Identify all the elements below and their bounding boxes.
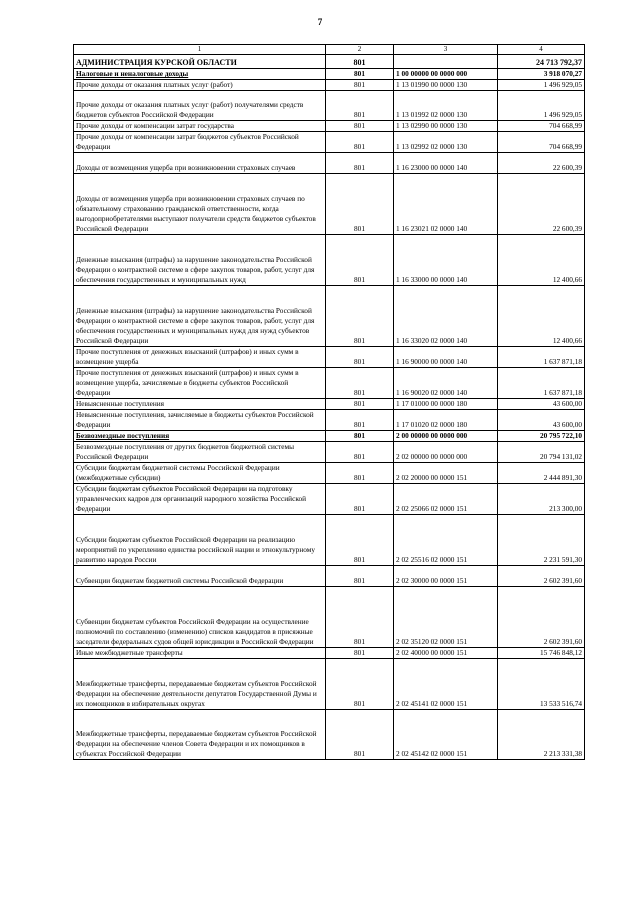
row-kbk: 1 16 23000 00 0000 140 — [394, 153, 498, 174]
row-kbk — [394, 55, 498, 69]
row-sum: 12 400,66 — [498, 235, 585, 286]
row-code: 801 — [326, 55, 394, 69]
table-row — [74, 174, 585, 235]
table-row — [74, 80, 585, 91]
row-name: Прочие доходы от оказания платных услуг (работ) получателями средств бюджетов субъектов Российской Федерации — [74, 91, 326, 121]
row-name: Денежные взыскания (штрафы) за нарушение законодательства Российской Федерации о контрактной системе в сфере закупок товаров, работ, услуг для обеспечения государственных и муниципальных нужд для нужд субъектов Российской Федерации — [74, 286, 326, 347]
row-kbk: 1 16 90000 00 0000 140 — [394, 347, 498, 368]
column-header-3: 3 — [394, 45, 498, 55]
row-code: 801 — [326, 484, 394, 515]
row-code: 801 — [326, 410, 394, 431]
row-name: Невыясненные поступления — [74, 399, 326, 410]
row-sum: 13 533 516,74 — [498, 659, 585, 710]
row-code: 801 — [326, 286, 394, 347]
row-code: 801 — [326, 69, 394, 80]
row-kbk: 2 02 25516 02 0000 151 — [394, 515, 498, 566]
revenue-table — [73, 44, 585, 760]
row-sum: 3 918 070,27 — [498, 69, 585, 80]
row-code: 801 — [326, 587, 394, 648]
row-code: 801 — [326, 368, 394, 399]
row-code: 801 — [326, 121, 394, 132]
row-kbk: 1 13 02992 02 0000 130 — [394, 132, 498, 153]
row-code: 801 — [326, 399, 394, 410]
row-code: 801 — [326, 235, 394, 286]
row-sum: 43 600,00 — [498, 399, 585, 410]
row-code: 801 — [326, 515, 394, 566]
row-kbk: 1 00 00000 00 0000 000 — [394, 69, 498, 80]
row-name: Субсидии бюджетам субъектов Российской Федерации на подготовку управленческих кадров для организаций народного хозяйства Российской Федерации — [74, 484, 326, 515]
row-kbk: 1 17 01000 00 0000 180 — [394, 399, 498, 410]
row-kbk: 2 02 45142 02 0000 151 — [394, 710, 498, 760]
row-kbk: 2 02 40000 00 0000 151 — [394, 648, 498, 659]
row-kbk: 2 02 20000 00 0000 151 — [394, 463, 498, 484]
row-kbk: 2 02 45141 02 0000 151 — [394, 659, 498, 710]
table-row — [74, 368, 585, 399]
row-code: 801 — [326, 442, 394, 463]
row-name: Прочие доходы от компенсации затрат государства — [74, 121, 326, 132]
row-code: 801 — [326, 566, 394, 587]
row-code: 801 — [326, 659, 394, 710]
row-name: Невыясненные поступления, зачисляемые в бюджеты субъектов Российской Федерации — [74, 410, 326, 431]
row-sum: 22 600,39 — [498, 153, 585, 174]
row-name: Субвенции бюджетам субъектов Российской Федерации на осуществление полномочий по составлению (изменению) списков кандидатов в присяжные заседатели федеральных судов общей юрисдикции в Российской Федерации — [74, 587, 326, 648]
table-row — [74, 587, 585, 648]
row-name: Прочие поступления от денежных взысканий (штрафов) и иных сумм в возмещение ущерба, зачисляемые в бюджеты субъектов Российской Федерации — [74, 368, 326, 399]
row-kbk: 1 13 01990 00 0000 130 — [394, 80, 498, 91]
table-row — [74, 235, 585, 286]
row-code: 801 — [326, 80, 394, 91]
table-row — [74, 410, 585, 431]
row-kbk: 1 13 01992 02 0000 130 — [394, 91, 498, 121]
table-row — [74, 648, 585, 659]
row-kbk: 2 02 25066 02 0000 151 — [394, 484, 498, 515]
table-row — [74, 132, 585, 153]
table-row — [74, 121, 585, 132]
row-kbk: 1 16 23021 02 0000 140 — [394, 174, 498, 235]
table-row — [74, 659, 585, 710]
row-name: Субсидии бюджетам субъектов Российской Федерации на реализацию мероприятий по укреплению единства российской нации и этнокультурному развитию народов России — [74, 515, 326, 566]
table-row — [74, 710, 585, 760]
row-name: Межбюджетные трансферты, передаваемые бюджетам субъектов Российской Федерации на обеспечение деятельности депутатов Государственной Думы и их помощников в избирательных округах — [74, 659, 326, 710]
row-code: 801 — [326, 347, 394, 368]
row-sum: 1 496 929,05 — [498, 80, 585, 91]
row-kbk: 2 02 30000 00 0000 151 — [394, 566, 498, 587]
row-name: Прочие доходы от оказания платных услуг (работ) — [74, 80, 326, 91]
row-name: Налоговые и неналоговые доходы — [74, 69, 326, 80]
row-name: Безвозмездные поступления — [74, 431, 326, 442]
row-name: Межбюджетные трансферты, передаваемые бюджетам субъектов Российской Федерации на обеспечение членов Совета Федерации и их помощников в субъектах Российской Федерации — [74, 710, 326, 760]
row-sum: 213 300,00 — [498, 484, 585, 515]
row-code: 801 — [326, 648, 394, 659]
table-row — [74, 463, 585, 484]
row-name: Безвозмездные поступления от других бюджетов бюджетной системы Российской Федерации — [74, 442, 326, 463]
row-name: Прочие доходы от компенсации затрат бюджетов субъектов Российской Федерации — [74, 132, 326, 153]
row-sum: 43 600,00 — [498, 410, 585, 431]
column-header-1: 1 — [74, 45, 326, 55]
row-name: АДМИНИСТРАЦИЯ КУРСКОЙ ОБЛАСТИ — [74, 55, 326, 69]
row-name: Субсидии бюджетам бюджетной системы Российской Федерации (межбюджетные субсидии) — [74, 463, 326, 484]
table-row — [74, 91, 585, 121]
table-row — [74, 431, 585, 442]
table-row — [74, 286, 585, 347]
row-code: 801 — [326, 710, 394, 760]
row-code: 801 — [326, 463, 394, 484]
row-sum: 1 496 929,05 — [498, 91, 585, 121]
row-sum: 2 602 391,60 — [498, 566, 585, 587]
row-kbk: 1 17 01020 02 0000 180 — [394, 410, 498, 431]
row-sum: 704 668,99 — [498, 132, 585, 153]
table-row — [74, 399, 585, 410]
row-sum: 24 713 792,37 — [498, 55, 585, 69]
table-row — [74, 55, 585, 69]
row-sum: 12 400,66 — [498, 286, 585, 347]
row-sum: 2 231 591,30 — [498, 515, 585, 566]
row-name: Денежные взыскания (штрафы) за нарушение законодательства Российской Федерации о контрактной системе в сфере закупок товаров, работ, услуг для обеспечения государственных и муниципальных нужд — [74, 235, 326, 286]
row-name: Иные межбюджетные трансферты — [74, 648, 326, 659]
row-code: 801 — [326, 153, 394, 174]
row-kbk: 2 02 00000 00 0000 000 — [394, 442, 498, 463]
row-kbk: 1 16 33000 00 0000 140 — [394, 235, 498, 286]
row-sum: 22 600,39 — [498, 174, 585, 235]
row-sum: 20 794 131,02 — [498, 442, 585, 463]
row-name: Субвенции бюджетам бюджетной системы Российской Федерации — [74, 566, 326, 587]
table-row — [74, 69, 585, 80]
table-row — [74, 566, 585, 587]
row-kbk: 1 16 90020 02 0000 140 — [394, 368, 498, 399]
table-row — [74, 347, 585, 368]
row-code: 801 — [326, 431, 394, 442]
row-name: Доходы от возмещения ущерба при возникновении страховых случаев — [74, 153, 326, 174]
table-row — [74, 442, 585, 463]
row-sum: 1 637 871,18 — [498, 368, 585, 399]
column-header-4: 4 — [498, 45, 585, 55]
table-row — [74, 153, 585, 174]
row-sum: 15 746 848,12 — [498, 648, 585, 659]
row-code: 801 — [326, 174, 394, 235]
row-kbk: 1 13 02990 00 0000 130 — [394, 121, 498, 132]
table-row — [74, 515, 585, 566]
page-number: 7 — [317, 17, 323, 27]
row-name: Доходы от возмещения ущерба при возникновении страховых случаев по обязательному страхованию гражданской ответственности, когда выгодоприобретателями выступают получатели средств бюджетов субъектов Российской Федерации — [74, 174, 326, 235]
row-sum: 2 444 891,30 — [498, 463, 585, 484]
row-sum: 2 602 391,60 — [498, 587, 585, 648]
row-sum: 20 795 722,10 — [498, 431, 585, 442]
table-row — [74, 484, 585, 515]
row-kbk: 2 00 00000 00 0000 000 — [394, 431, 498, 442]
row-sum: 704 668,99 — [498, 121, 585, 132]
column-number-row — [74, 45, 585, 55]
row-sum: 1 637 871,18 — [498, 347, 585, 368]
row-code: 801 — [326, 132, 394, 153]
row-kbk: 2 02 35120 02 0000 151 — [394, 587, 498, 648]
row-code: 801 — [326, 91, 394, 121]
row-kbk: 1 16 33020 02 0000 140 — [394, 286, 498, 347]
row-sum: 2 213 331,38 — [498, 710, 585, 760]
column-header-2: 2 — [326, 45, 394, 55]
row-name: Прочие поступления от денежных взысканий (штрафов) и иных сумм в возмещение ущерба — [74, 347, 326, 368]
